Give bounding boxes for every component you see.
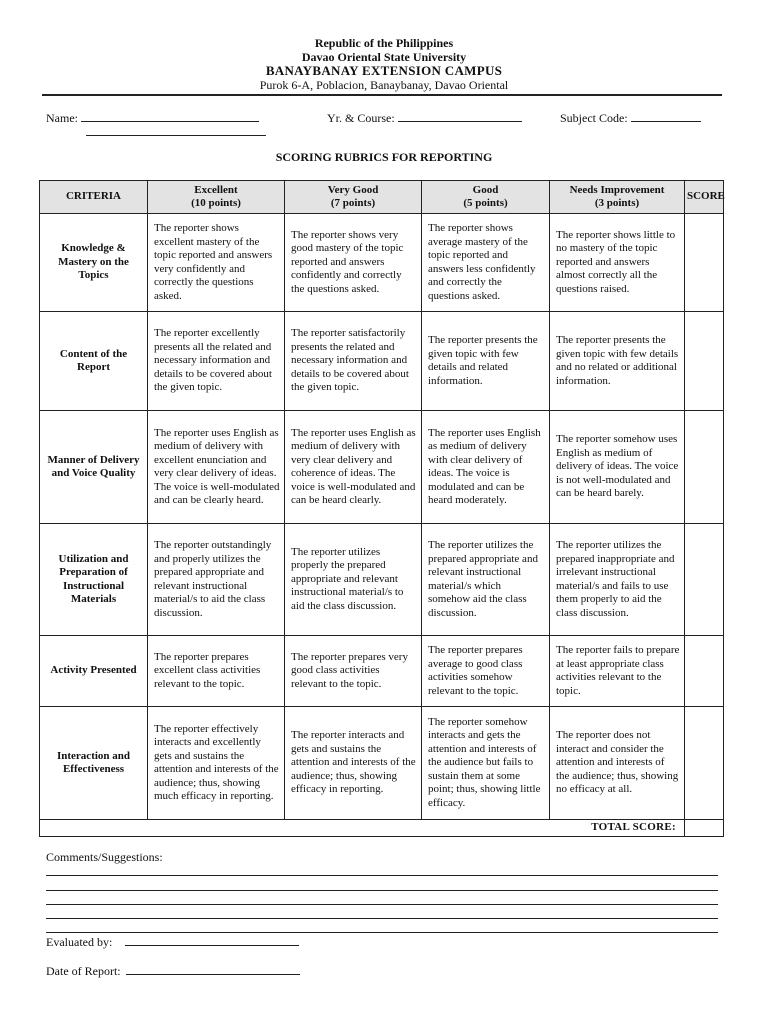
good-cell: The reporter prepares average to good class activities somehow relevant to the topic. [422, 636, 550, 707]
very-good-cell: The reporter satisfactorily presents the related and necessary information and details to be covered about the given topic. [285, 312, 422, 411]
criteria-cell: Interaction and Effectiveness [40, 707, 148, 820]
header-score: SCORE [685, 181, 724, 214]
header-rule [42, 94, 722, 96]
good-cell: The reporter uses English as medium of delivery with clear delivery of ideas. The voice is modulated and can be heard moderately. [422, 411, 550, 524]
total-score-cell[interactable] [685, 820, 724, 837]
good-cell: The reporter utilizes the prepared appropriate and relevant instructional material/s which somehow aid the class discussion. [422, 524, 550, 636]
excellent-cell: The reporter outstandingly and properly utilizes the prepared appropriate and relevant instructional material/s to aid the class discussion. [148, 524, 285, 636]
criteria-cell: Knowledge & Mastery on the Topics [40, 214, 148, 312]
very-good-cell: The reporter prepares very good class activities relevant to the topic. [285, 636, 422, 707]
needs-improvement-cell: The reporter shows little to no mastery of the topic reported and answers almost correctly all the questions raised. [550, 214, 685, 312]
course-field-row [327, 109, 522, 126]
excellent-cell: The reporter prepares excellent class activities relevant to the topic. [148, 636, 285, 707]
table-row [40, 411, 724, 524]
very-good-cell: The reporter utilizes properly the prepared appropriate and relevant instructional material/s to aid the class discussion. [285, 524, 422, 636]
needs-improvement-cell: The reporter does not interact and consider the attention and interests of the audience; thus, showing no efficacy at all. [550, 707, 685, 820]
table-row [40, 707, 724, 820]
score-cell[interactable] [685, 524, 724, 636]
date-label: Date of Report: [46, 964, 121, 978]
name-line-2[interactable] [86, 123, 266, 136]
table-row [40, 214, 724, 312]
rubric-title: SCORING RUBRICS FOR REPORTING [275, 150, 493, 164]
comment-line[interactable] [46, 918, 718, 919]
header-country: Republic of the Philippines [314, 36, 454, 50]
score-cell[interactable] [685, 214, 724, 312]
score-cell[interactable] [685, 636, 724, 707]
course-label: Yr. & Course: [327, 111, 395, 125]
date-row [46, 962, 300, 979]
subject-label: Subject Code: [560, 111, 628, 125]
criteria-cell: Utilization and Preparation of Instructional Materials [40, 524, 148, 636]
needs-improvement-cell: The reporter presents the given topic with few details and no related or additional information. [550, 312, 685, 411]
header-university: Davao Oriental State University [301, 50, 467, 64]
table-row [40, 312, 724, 411]
excellent-cell: The reporter effectively interacts and excellently gets and sustains the attention and interests of the audience; thus, showing much efficacy in reporting. [148, 707, 285, 820]
needs-improvement-cell: The reporter somehow uses English as medium of delivery of ideas. The voice is not well-modulated and can be heard barely. [550, 411, 685, 524]
header-excellent-points: (10 points) [191, 197, 241, 209]
needs-improvement-cell: The reporter fails to prepare at least appropriate class activities relevant to the topic. [550, 636, 685, 707]
score-cell[interactable] [685, 411, 724, 524]
header-campus: BANAYBANAY EXTENSION CAMPUS [265, 63, 503, 78]
evaluated-by-line[interactable] [125, 933, 299, 946]
excellent-cell: The reporter shows excellent mastery of the topic reported and answers very confidently and correctly the questions asked. [148, 214, 285, 312]
total-score-label: TOTAL SCORE: [40, 820, 685, 837]
excellent-cell: The reporter excellently presents all the related and necessary information and details to be covered about the given topic. [148, 312, 285, 411]
comments-label: Comments/Suggestions: [46, 850, 163, 864]
criteria-cell: Activity Presented [40, 636, 148, 707]
name-line-2-row [86, 123, 266, 140]
header-needs-points: (3 points) [594, 197, 640, 209]
header-criteria: CRITERIA [40, 181, 148, 214]
header-address: Purok 6-A, Poblacion, Banaybanay, Davao Oriental [259, 78, 509, 92]
header-good [422, 181, 550, 214]
comment-line[interactable] [46, 890, 718, 891]
table-row [40, 524, 724, 636]
course-line[interactable] [398, 109, 522, 122]
subject-field-row [560, 109, 701, 126]
good-cell: The reporter presents the given topic with few details and related information. [422, 312, 550, 411]
table-header-row [40, 181, 724, 214]
good-cell: The reporter somehow interacts and gets the attention and interests of the audience but fails to sustain them at some point; thus, showing little efficacy. [422, 707, 550, 820]
name-label: Name: [46, 111, 78, 125]
comment-line[interactable] [46, 904, 718, 905]
score-cell[interactable] [685, 707, 724, 820]
score-cell[interactable] [685, 312, 724, 411]
subject-line[interactable] [631, 109, 701, 122]
very-good-cell: The reporter shows very good mastery of the topic reported and answers confidently and correctly the questions asked. [285, 214, 422, 312]
evaluated-by-row [46, 933, 299, 950]
header-very-good-label: Very Good [327, 183, 379, 196]
document-header [0, 36, 768, 92]
header-needs-improvement [550, 181, 685, 214]
header-good-label: Good [472, 183, 499, 196]
header-needs-label: Needs Improvement [569, 183, 665, 196]
excellent-cell: The reporter uses English as medium of delivery with excellent enunciation and very clear delivery of ideas. The voice is well-modulated and can be clearly heard. [148, 411, 285, 524]
name-line[interactable] [81, 109, 259, 122]
header-very-good [285, 181, 422, 214]
date-line[interactable] [126, 962, 300, 975]
header-excellent-label: Excellent [194, 183, 238, 196]
header-excellent [148, 181, 285, 214]
header-very-good-points: (7 points) [330, 197, 376, 209]
needs-improvement-cell: The reporter utilizes the prepared inappropriate and irrelevant instructional material/s and fails to use them properly to aid the class discussion. [550, 524, 685, 636]
criteria-cell: Manner of Delivery and Voice Quality [40, 411, 148, 524]
total-row [40, 820, 724, 837]
good-cell: The reporter shows average mastery of the topic reported and answers less confidently and correctly the questions asked. [422, 214, 550, 312]
comment-line[interactable] [46, 875, 718, 876]
rubric-table [39, 180, 724, 837]
very-good-cell: The reporter uses English as medium of delivery with very clear delivery and coherence of ideas. The voice is well-modulated and can be heard clearly. [285, 411, 422, 524]
evaluated-by-label: Evaluated by: [46, 935, 113, 949]
header-good-points: (5 points) [463, 197, 508, 209]
table-row [40, 636, 724, 707]
criteria-cell: Content of the Report [40, 312, 148, 411]
very-good-cell: The reporter interacts and gets and sustains the attention and interests of the audience; thus, showing efficacy in reporting. [285, 707, 422, 820]
